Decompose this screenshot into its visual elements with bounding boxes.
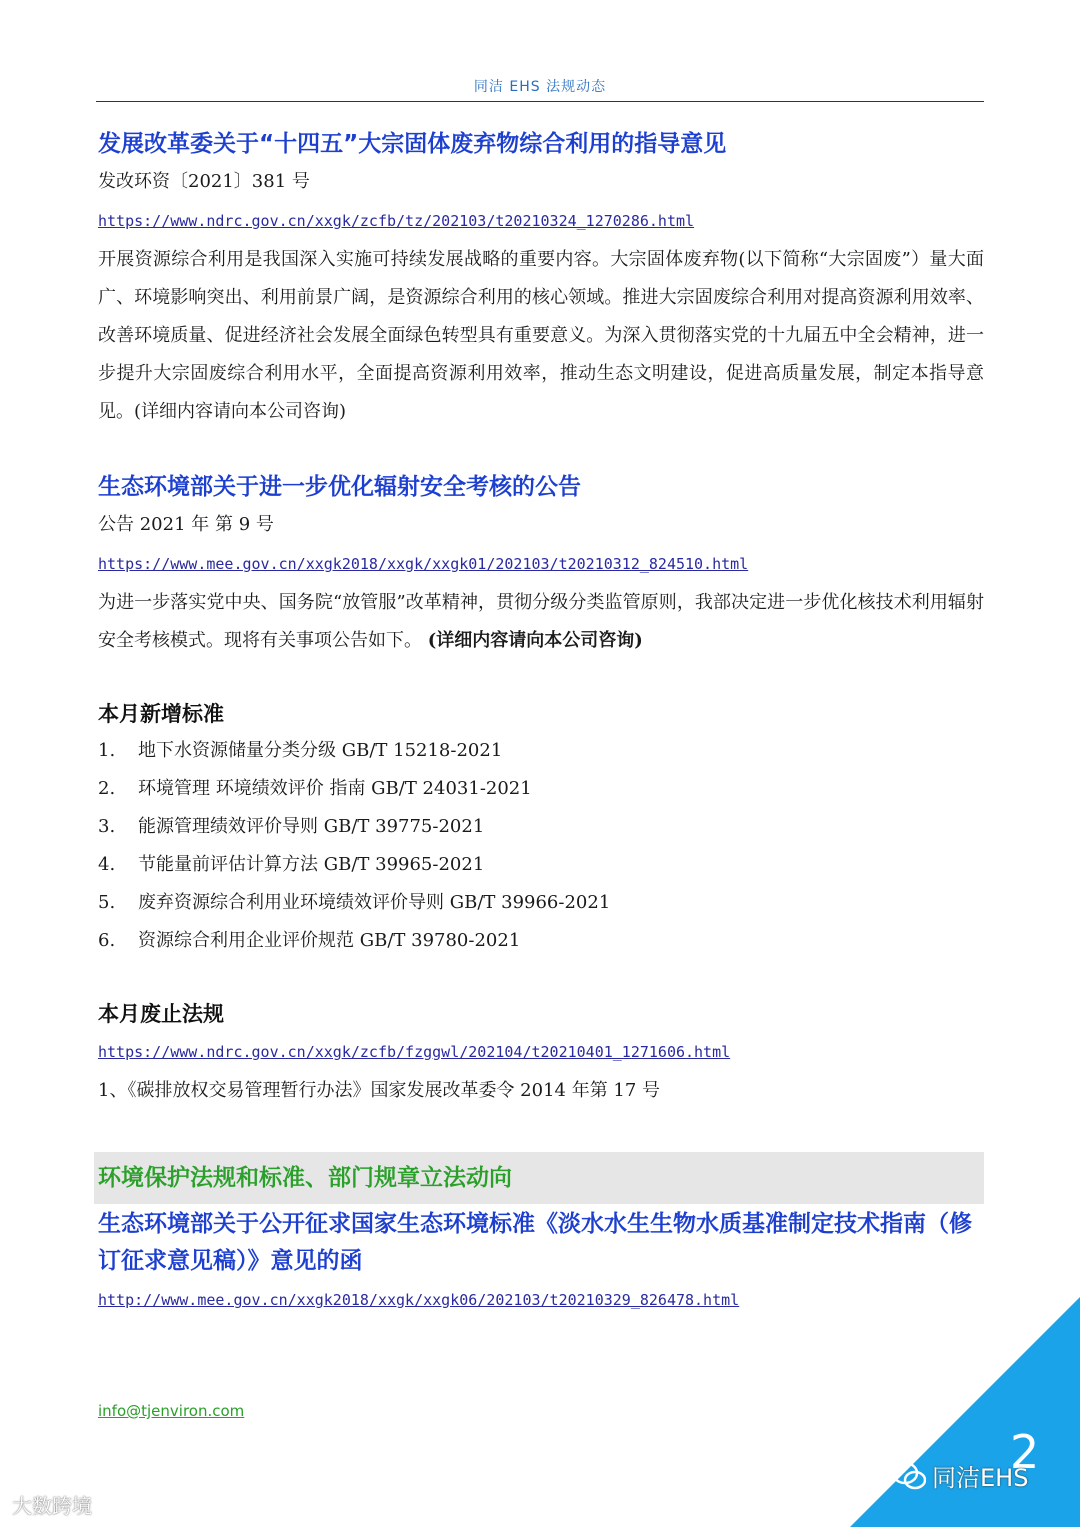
wechat-account-name: 同洁EHS [932,1464,1029,1492]
repealed-link[interactable]: https://www.ndrc.gov.cn/xxgk/zcfb/fzggwl/202104/t20210401_1271606.html [98,1043,731,1061]
list-text: 地下水资源储量分类分级 GB/T 15218-2021 [138,740,503,761]
legislation-section [98,1152,984,1320]
list-number: 4. [98,854,116,875]
wechat-icon [892,1462,926,1490]
article-title: 生态环境部关于进一步优化辐射安全考核的公告 [98,474,581,500]
document-number: 发改环资〔2021〕381 号 [98,171,310,192]
section-heading: 本月新增标准 [98,702,224,726]
watermark: 大数跨境 [12,1494,92,1518]
article-body: 开展资源综合利用是我国深入实施可持续发展战略的重要内容。大宗固体废弃物(以下简称“大宗固废”）量大面广、环境影响突出、利用前景广阔，是资源综合利用的核心领域。推进大宗固废综合利用对提高资源利用效率、改善环境质量、促进经济社会发展全面绿色转型具有重要意义。为深入贯彻落实党的十九届五中全会精神，进一步提升大宗固废综合利用水平，全面提高资源利用效率，推动生态文明建设，促进高质量发展，制定本指导意见。(详细内容请向本公司咨询) [98,249,984,422]
list-number: 6. [98,930,116,951]
list-number: 3. [98,816,116,837]
list-item [98,922,984,960]
article-mee-radiation [98,469,984,660]
standards-list [98,732,984,960]
article-body [98,584,984,660]
contact-email-link[interactable]: info@tjenviron.com [98,1402,245,1420]
new-standards-section [98,696,984,960]
repealed-item: 1、《碳排放权交易管理暂行办法》国家发展改革委令 2014 年第 17 号 [98,1080,661,1101]
section-heading: 本月废止法规 [98,1002,224,1026]
header-divider [96,101,984,102]
list-item [98,884,984,922]
list-number: 5. [98,892,116,913]
article-body-text: 为进一步落实党中央、国务院“放管服”改革精神，贯彻分级分类监管原则，我部决定进一步优化核技术利用辐射安全考核模式。现将有关事项公告如下。 [98,592,984,651]
list-number: 2. [98,778,116,799]
article-title: 生态环境部关于公开征求国家生态环境标准《淡水水生生物水质基准制定技术指南（修订征求意见稿）》意见的函 [98,1211,972,1274]
article-link[interactable]: http://www.mee.gov.cn/xxgk2018/xxgk/xxgk06/202103/t20210329_826478.html [98,1291,740,1309]
article-link[interactable]: https://www.ndrc.gov.cn/xxgk/zcfb/tz/202103/t20210324_1270286.html [98,212,695,230]
list-text: 废弃资源综合利用业环境绩效评价导则 GB/T 39966-2021 [138,892,611,913]
document-number: 公告 2021 年 第 9 号 [98,514,274,535]
list-item [98,732,984,770]
list-text: 能源管理绩效评价导则 GB/T 39775-2021 [138,816,485,837]
page-content [98,126,984,1320]
article-title: 发展改革委关于“十四五”大宗固体废弃物综合利用的指导意见 [98,131,727,157]
article-link[interactable]: https://www.mee.gov.cn/xxgk2018/xxgk/xxgk01/202103/t20210312_824510.html [98,555,749,573]
article-ndrc-solid-waste [98,126,984,431]
wechat-account-tag [892,1458,1028,1493]
article-body-note: (详细内容请向本公司咨询) [427,630,643,651]
page-header-title: 同洁 EHS 法规动态 [473,79,607,95]
section-banner: 环境保护法规和标准、部门规章立法动向 [94,1152,984,1204]
list-text: 资源综合利用企业评价规范 GB/T 39780-2021 [138,930,521,951]
list-number: 1. [98,740,116,761]
page-number: 2 [1010,1425,1040,1479]
list-text: 环境管理 环境绩效评价 指南 GB/T 24031-2021 [138,778,532,799]
list-text: 节能量前评估计算方法 GB/T 39965-2021 [138,854,485,875]
list-item [98,808,984,846]
list-item [98,770,984,808]
repealed-section [98,996,984,1110]
list-item [98,846,984,884]
